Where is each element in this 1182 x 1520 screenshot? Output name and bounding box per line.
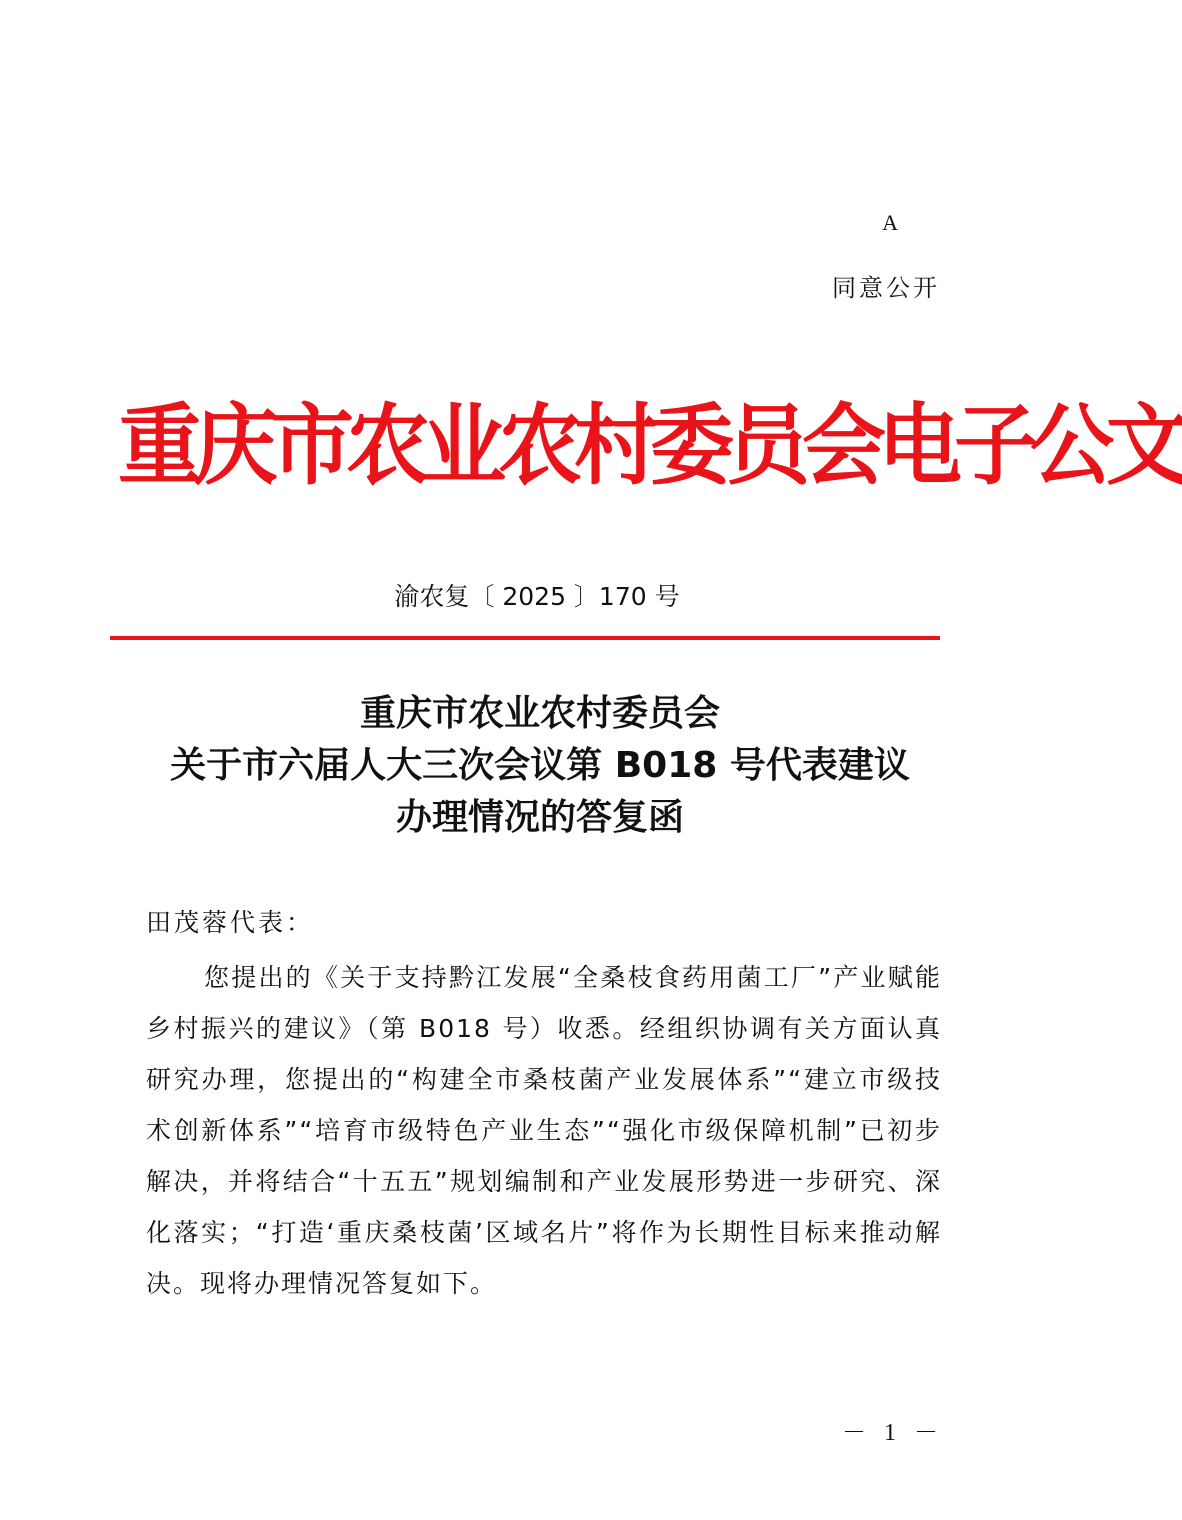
red-divider — [110, 636, 940, 640]
title-line-2: 关于市六届人大三次会议第 B018 号代表建议 — [170, 745, 910, 786]
body-paragraph: 您提出的《关于支持黔江发展“全桑枝食药用菌工厂”产业赋能乡村振兴的建议》（第 B018 号）收悉。经组织协调有关方面认真研究办理，您提出的“构建全市桑枝菌产业发展体系”“建立市级技术创新体系”“培育市级特色产业生态”“强化市级保障机制”已初步解决，并将结合“十五五”规划编制和产业发展形势进一步研究、深化落实；“打造‘重庆桑枝菌’区域名片”将作为长期性目标来推动解决。现将办理情况答复如下。 — [146, 963, 942, 1298]
salutation: 田茂蓉代表： — [146, 908, 315, 937]
disclosure-status: 同意公开 — [832, 274, 940, 302]
classification-level: A — [882, 210, 898, 235]
page-number: － 1 － — [842, 1420, 944, 1446]
masthead: 重庆市农业农村委员会电子公文 — [118, 393, 1182, 497]
document-number: 渝农复〔 2025 〕170 号 — [394, 582, 680, 611]
title-line-3: 办理情况的答复函 — [395, 797, 684, 838]
title-line-1: 重庆市农业农村委员会 — [359, 693, 720, 734]
document-title — [110, 688, 970, 844]
